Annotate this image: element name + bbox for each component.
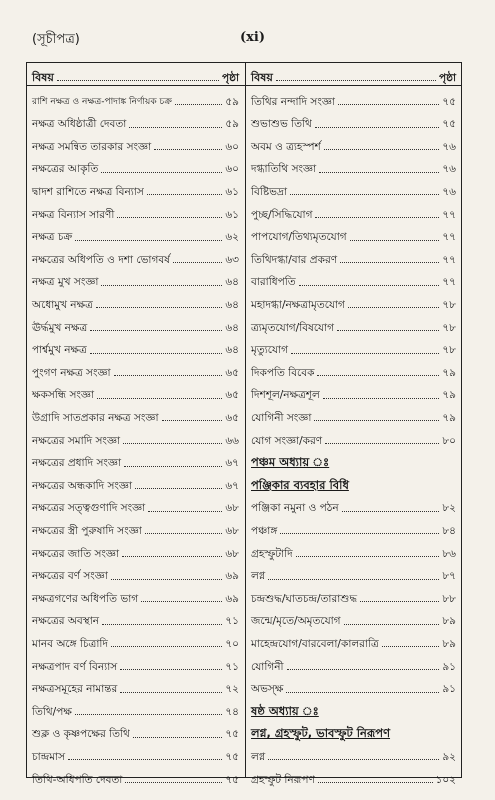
entry-title: পঞ্চম অধ্যায় ঃ — [251, 455, 330, 470]
entry-title: নক্ষত্র মুখ সংজ্ঞা — [32, 276, 99, 289]
entry-page: ৬৫ — [225, 411, 239, 424]
entry-page: ৭৫ — [442, 95, 456, 108]
entry-title: মানব অঙ্গে চিত্রাদি — [32, 637, 108, 650]
dot-leader — [337, 330, 439, 331]
contents-entry — [27, 426, 245, 446]
contents-entry — [27, 742, 245, 762]
entry-page: ৭৫ — [225, 773, 239, 786]
entry-title: নক্ষত্রগণের অধিপতি ভাগ — [32, 592, 139, 605]
entry-title: ত্র্যমৃতযোগ/বিষযোগ — [251, 321, 335, 334]
entry-page: ৬৯ — [225, 570, 239, 583]
entry-page: ৭৭ — [442, 253, 456, 266]
contents-entry — [27, 336, 245, 356]
contents-entry — [27, 381, 245, 401]
entry-title: শুক্ল ও কৃষ্ণপক্ষের তিথি — [32, 728, 130, 741]
entry-page: ৭৯ — [442, 389, 456, 402]
entry-title: দিকপতি বিবেক — [251, 366, 315, 379]
dot-leader — [291, 353, 439, 354]
contents-entry — [246, 290, 462, 310]
dot-leader — [342, 511, 440, 512]
contents-entry — [246, 426, 462, 446]
entry-title: নক্ষত্র সমন্বিত তারকার সংজ্ঞা — [32, 140, 152, 153]
dot-leader — [147, 194, 223, 195]
entry-title: তিথিদগ্ধা/বার প্রকরণ — [251, 253, 338, 266]
entry-page: ৬৪ — [225, 321, 239, 334]
contents-entry — [27, 652, 245, 672]
entry-page: ৭১ — [225, 660, 239, 673]
contents-entry — [246, 87, 462, 107]
dot-leader — [382, 646, 440, 647]
heading-page: পৃষ্ঠা — [221, 71, 239, 84]
contents-entry — [246, 652, 462, 672]
entry-page: ৮৯ — [442, 637, 456, 650]
dot-leader — [122, 556, 222, 557]
dot-leader — [286, 692, 439, 693]
entry-title: পুচ্ছ/সিদ্ধিযোগ — [251, 208, 313, 221]
entry-title: পঞ্জিকা নমুনা ও পঠন — [251, 502, 339, 515]
entry-title: নক্ষত্র বিন্যাস সারণী — [32, 208, 115, 221]
contents-entry — [27, 675, 245, 695]
contents-entry — [27, 516, 245, 536]
entry-title: নক্ষত্রের সমাদি সংজ্ঞা — [32, 434, 121, 447]
dot-leader — [340, 262, 439, 263]
contents-entry — [27, 494, 245, 514]
entry-title: নক্ষত্রসমূহের নামান্তর — [32, 683, 118, 696]
contents-entry — [246, 381, 462, 401]
entry-title: ক্ষকসন্ধি সংজ্ঞা — [32, 389, 94, 402]
dot-leader — [296, 556, 440, 557]
entry-title: নক্ষত্রের প্রধাদি সংজ্ঞা — [32, 457, 121, 470]
entry-title: মৃত্যুযোগ — [251, 344, 288, 357]
entry-page: ৭৭ — [442, 231, 456, 244]
dot-leader — [324, 149, 440, 150]
entry-title: মাহেন্দ্রযোগ/বারবেলা/কালরাত্রি — [251, 637, 379, 650]
entry-title: যোগিনী সংজ্ঞা — [251, 411, 312, 424]
entry-page: ৮৪ — [442, 524, 456, 537]
entry-page: ৭৪ — [225, 705, 239, 718]
entry-page: ৭৬ — [442, 185, 456, 198]
entry-title: লগ্ন — [251, 750, 266, 763]
dot-leader — [360, 601, 439, 602]
entry-title: দ্বাদশ রাশিতে নক্ষত্র বিন্যাস — [32, 185, 144, 198]
dot-leader — [111, 646, 222, 647]
entry-title: ষষ্ঠ অধ্যায় ঃ — [251, 703, 319, 718]
dot-leader — [111, 579, 222, 580]
dot-leader — [125, 782, 222, 783]
contents-entry — [27, 629, 245, 649]
contents-entry — [246, 539, 462, 559]
entry-page: ৭৮ — [442, 298, 456, 311]
column-heading — [246, 63, 462, 83]
entry-title: চন্দ্রশুদ্ধ/ঘাতচন্দ্র/তারাশুদ্ধ — [251, 592, 358, 605]
dot-leader — [102, 624, 222, 625]
contents-entry — [246, 155, 462, 175]
entry-title: উগ্রাদি সাতপ্রকার নক্ষত্র সংজ্ঞা — [32, 411, 159, 424]
entry-title: নক্ষত্রের অবস্থান — [32, 615, 100, 628]
entry-title: ঊর্দ্ধমুখ নক্ষত্র — [32, 321, 88, 334]
contents-entry — [246, 494, 462, 514]
entry-title: পাপযোগ/তিথ্যমৃতযোগ — [251, 231, 347, 244]
dot-leader — [145, 533, 223, 534]
entry-title: নক্ষত্রের বর্ণ সংজ্ঞা — [32, 570, 108, 583]
contents-entry — [246, 200, 462, 220]
dot-leader — [323, 398, 440, 399]
dot-leader — [148, 511, 222, 512]
dot-leader — [141, 601, 222, 602]
section-heading — [246, 720, 462, 740]
entry-title: রাশি নক্ষত্র ও নক্ষত্র-পাদাঙ্ক নির্ণায়ক চক্র — [32, 97, 172, 107]
contents-entry — [246, 313, 462, 333]
entry-title: বারাধিপতি — [251, 276, 296, 289]
dot-leader — [314, 420, 439, 421]
entry-page: ৬০ — [225, 163, 239, 176]
entry-page: ৭৫ — [225, 750, 239, 763]
dot-leader — [133, 737, 223, 738]
entry-page: ৬৪ — [225, 298, 239, 311]
entry-page: ৮৬ — [442, 547, 456, 560]
entry-page: ৭৫ — [225, 728, 239, 741]
contents-entry — [27, 110, 245, 130]
dot-leader — [317, 375, 439, 376]
contents-entry — [246, 110, 462, 130]
dot-leader — [114, 375, 223, 376]
dot-leader — [350, 240, 440, 241]
dot-leader — [280, 533, 439, 534]
heading-page: পৃষ্ঠা — [438, 71, 456, 84]
heading-subject: বিষয় — [251, 71, 273, 84]
entry-title: নক্ষত্রের জাতি সংজ্ঞা — [32, 547, 120, 560]
entry-title: পার্শ্বমুখ নক্ষত্র — [32, 344, 87, 357]
dot-leader — [117, 217, 222, 218]
contents-entry — [246, 562, 462, 582]
entry-title: নক্ষত্রপাদ বর্ণ বিন্যাস — [32, 660, 118, 673]
contents-entry — [27, 539, 245, 559]
entry-page: ৬২ — [225, 231, 239, 244]
entry-title: গ্রহস্ফুট নিরূপণ — [251, 773, 315, 786]
dot-leader — [129, 127, 222, 128]
dot-leader — [318, 782, 433, 783]
entry-title: দিশশূল/নক্ষত্রশূল — [251, 389, 320, 402]
entry-page: ৭০ — [225, 637, 239, 650]
entry-title: নক্ষত্র অধিষ্ঠাত্রী দেবতা — [32, 118, 127, 131]
entry-page: ৭৬ — [442, 140, 456, 153]
entry-page: ৭৭ — [442, 208, 456, 221]
dot-leader — [175, 104, 223, 105]
section-heading — [246, 449, 462, 469]
entry-page: ৭২ — [225, 683, 239, 696]
dot-leader — [101, 172, 222, 173]
entry-page: ৭৫ — [442, 118, 456, 131]
contents-entry — [27, 584, 245, 604]
contents-entry — [246, 675, 462, 695]
entry-title: অবম ও ত্র্যহস্পর্শ — [251, 140, 321, 153]
contents-entry — [246, 516, 462, 536]
dot-leader — [68, 759, 222, 760]
entry-page: ৭৯ — [442, 411, 456, 424]
contents-entry — [27, 268, 245, 288]
entry-page: ৭৮ — [442, 321, 456, 334]
entry-title: লগ্ন, গ্রহস্ফুট, ভাবস্ফুট নিরূপণ — [251, 726, 391, 741]
entry-title: যোগিনী — [251, 660, 284, 673]
contents-entry — [246, 245, 462, 265]
entry-title: চান্দ্রমাস — [32, 750, 66, 763]
contents-entry — [27, 471, 245, 491]
entry-title: বিষ্টিভদ্রা — [251, 185, 287, 198]
contents-entry — [27, 403, 245, 423]
dot-leader — [287, 669, 440, 670]
entry-title: গ্রহস্ফুটাদি — [251, 547, 293, 560]
entry-page: ৬৪ — [225, 276, 239, 289]
dot-leader — [276, 80, 436, 81]
dot-leader — [57, 80, 219, 81]
contents-entry — [246, 336, 462, 356]
contents-entry — [27, 720, 245, 740]
entry-page: ৬৭ — [225, 479, 239, 492]
entry-title: শুভাশুভ তিথি — [251, 118, 312, 131]
entry-page: ৮৭ — [442, 570, 456, 583]
entry-title: জন্মে/মৃতে/অমৃতযোগ — [251, 615, 341, 628]
entry-page: ৬৪ — [225, 344, 239, 357]
entry-page: ৯১ — [442, 660, 456, 673]
entry-page: ৭৭ — [442, 276, 456, 289]
contents-entry — [27, 697, 245, 717]
entry-page: ৮২ — [442, 502, 456, 515]
contents-title: (সূচীপত্র) — [32, 32, 80, 47]
entry-page: ৮০ — [442, 434, 456, 447]
contents-entry — [246, 765, 462, 785]
contents-entry — [27, 562, 245, 582]
contents-entry — [27, 245, 245, 265]
contents-entry — [246, 177, 462, 197]
contents-entry — [246, 742, 462, 762]
dot-leader — [123, 443, 222, 444]
entry-title: তিথি-অধিপতি দেবতা — [32, 773, 123, 786]
entry-title: যোগ সংজ্ঞা/করণ — [251, 434, 323, 447]
dot-leader — [75, 240, 222, 241]
dot-leader — [315, 217, 439, 218]
contents-table — [26, 62, 462, 786]
entry-title: পঞ্জিকার ব্যবহার বিধি — [251, 477, 349, 492]
entry-page: ৫৯ — [225, 118, 239, 131]
entry-title: লগ্ন — [251, 570, 266, 583]
entry-title: নক্ষত্রের স্ত্রী পুরুষাদি সংজ্ঞা — [32, 524, 142, 537]
entry-page: ৮৮ — [442, 592, 456, 605]
contents-entry — [246, 403, 462, 423]
page-number: (xi) — [240, 30, 265, 45]
section-heading — [246, 471, 462, 491]
contents-entry — [27, 358, 245, 378]
entry-page: ৭১ — [225, 615, 239, 628]
dot-leader — [96, 307, 223, 308]
dot-leader — [348, 307, 439, 308]
contents-entry — [27, 200, 245, 220]
entry-page: ৬১ — [225, 185, 239, 198]
entry-title: দগ্ধাতিথি সংজ্ঞা — [251, 163, 317, 176]
entry-title: নক্ষত্রের আকৃতি — [32, 163, 99, 176]
contents-entry — [27, 449, 245, 469]
contents-entry — [27, 155, 245, 175]
entry-page: ৭৮ — [442, 344, 456, 357]
dot-leader — [268, 579, 439, 580]
contents-entry — [246, 268, 462, 288]
dot-leader — [325, 443, 439, 444]
entry-title: মহাদগ্ধা/নক্ষত্রামৃতযোগ — [251, 298, 345, 311]
entry-title: অধোমুখ নক্ষত্র — [32, 298, 93, 311]
dot-leader — [290, 194, 439, 195]
section-heading — [246, 697, 462, 717]
contents-entry — [27, 313, 245, 333]
entry-page: ৯১ — [442, 683, 456, 696]
entry-title: পঞ্চাঙ্গ — [251, 524, 278, 537]
column-heading — [27, 63, 245, 83]
dot-leader — [299, 285, 440, 286]
dot-leader — [154, 149, 222, 150]
header-rule — [27, 85, 461, 86]
contents-entry — [27, 290, 245, 310]
entry-title: নক্ষত্রের সত্ত্বগুণাদি সংজ্ঞা — [32, 502, 146, 515]
entry-page: ৬৬ — [225, 434, 239, 447]
heading-subject: বিষয় — [32, 71, 54, 84]
entry-page: ৬৫ — [225, 389, 239, 402]
dot-leader — [97, 398, 222, 399]
contents-entry — [246, 629, 462, 649]
contents-entry — [27, 607, 245, 627]
contents-entry — [27, 177, 245, 197]
dot-leader — [315, 127, 440, 128]
dot-leader — [338, 104, 439, 105]
entry-title: নক্ষত্রের অধিপতি ও দশা ভোগবর্ষ — [32, 253, 170, 266]
entry-page: ৭৯ — [442, 366, 456, 379]
dot-leader — [90, 353, 223, 354]
entry-page: ৬৭ — [225, 457, 239, 470]
entry-title: তিথির নন্দাদি সংজ্ঞা — [251, 95, 335, 108]
entry-page: ৬৩ — [225, 253, 239, 266]
contents-entry — [246, 132, 462, 152]
dot-leader — [120, 669, 222, 670]
entry-page: ৯২ — [442, 750, 456, 763]
dot-leader — [120, 692, 222, 693]
dot-leader — [101, 285, 222, 286]
contents-entry — [246, 223, 462, 243]
dot-leader — [75, 714, 223, 715]
dot-leader — [268, 759, 439, 760]
entry-page: ৬৮ — [225, 502, 239, 515]
dot-leader — [319, 172, 439, 173]
page-header — [0, 30, 495, 54]
entry-page: ৬১ — [225, 208, 239, 221]
entry-page: ৬৯ — [225, 592, 239, 605]
entry-title: নক্ষত্র চক্র — [32, 231, 73, 244]
dot-leader — [344, 624, 440, 625]
entry-title: অভস্ক্ষ — [251, 683, 284, 696]
entry-title: তিথি/পক্ষ — [32, 705, 72, 718]
entry-page: ৬৮ — [225, 524, 239, 537]
entry-page: ৬০ — [225, 140, 239, 153]
contents-entry — [246, 584, 462, 604]
entry-page: ১০২ — [435, 773, 456, 786]
entry-page: ৮৯ — [442, 615, 456, 628]
entry-page: ৬৫ — [225, 366, 239, 379]
dot-leader — [135, 488, 222, 489]
entry-title: নক্ষত্রের অন্ধকাদি সংজ্ঞা — [32, 479, 133, 492]
contents-entry — [27, 223, 245, 243]
entry-title: পুংগণ নক্ষত্র সংজ্ঞা — [32, 366, 111, 379]
contents-entry — [27, 765, 245, 785]
contents-entry — [27, 87, 245, 107]
dot-leader — [124, 466, 222, 467]
entry-page: ৫৯ — [225, 95, 239, 108]
contents-entry — [246, 358, 462, 378]
entry-page: ৭৬ — [442, 163, 456, 176]
dot-leader — [162, 420, 223, 421]
entry-page: ৬৮ — [225, 547, 239, 560]
contents-entry — [246, 607, 462, 627]
dot-leader — [173, 262, 222, 263]
dot-leader — [90, 330, 222, 331]
contents-entry — [27, 132, 245, 152]
